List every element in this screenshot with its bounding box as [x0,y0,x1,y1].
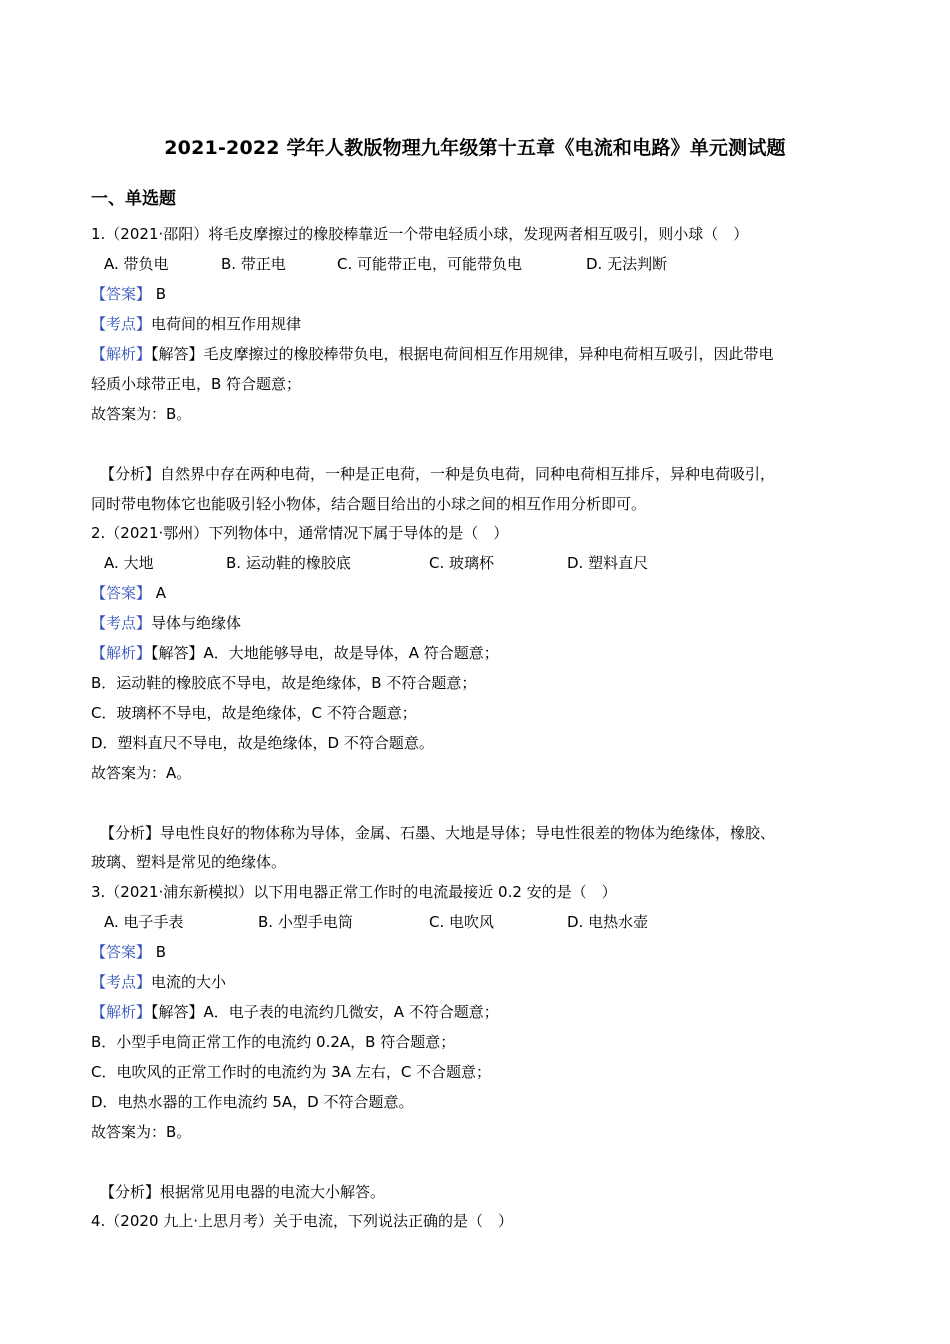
q2-jiexi [91,643,499,663]
answer-tag: 【答案】 [91,584,152,602]
kaodian-tag: 【考点】 [91,973,152,991]
q3-kaodian-text: 电流的大小 [151,973,227,991]
q1-kaodian-text: 电荷间的相互作用规律 [151,315,302,333]
q2-line-d: D．塑料直尺不导电，故是绝缘体，D 不符合题意。 [91,734,434,752]
q3-option-b: B. 小型手电筒 [258,913,353,931]
kaodian-tag: 【考点】 [91,315,152,333]
q1-jiexi-text: 【解答】毛皮摩擦过的橡胶棒带负电，根据电荷间相互作用规律，异种电荷相互吸引，因此带电 [151,345,774,363]
q2-option-d: D. 塑料直尺 [567,554,649,572]
kaodian-tag: 【考点】 [91,614,152,632]
q2-line-b: B．运动鞋的橡胶底不导电，故是绝缘体，B 不符合题意； [91,674,477,692]
q2-line-c: C．玻璃杯不导电，故是绝缘体，C 不符合题意； [91,704,417,722]
q3-option-a: A. 电子手表 [104,913,184,931]
q1-conclusion: 故答案为：B。 [91,405,192,423]
q2-answer [91,583,166,603]
q2-option-a: A. 大地 [104,554,154,572]
q3-stem: 3.（2021·浦东新模拟）以下用电器正常工作时的电流最接近 0.2 安的是（ ） [91,883,617,901]
q1-option-a: A. 带负电 [104,255,169,273]
q3-jiexi [91,1002,499,1022]
q2-jiexi-text: 【解答】A．大地能够导电，故是导体，A 符合题意； [151,644,499,662]
jiexi-tag: 【解析】 [91,345,152,363]
q3-answer-value: B [151,943,167,961]
q2-kaodian-text: 导体与绝缘体 [151,614,242,632]
q4-stem: 4.（2020 九上·上思月考）关于电流，下列说法正确的是（ ） [91,1212,514,1230]
q2-kaodian [91,613,241,633]
q3-line-c: C．电吹风的正常工作时的电流约为 3A 左右，C 不合题意； [91,1063,492,1081]
q1-answer [91,284,166,304]
q1-analysis-cont: 同时带电物体它也能吸引轻小物体，结合题目给出的小球之间的相互作用分析即可。 [91,495,647,513]
answer-tag: 【答案】 [91,943,152,961]
jiexi-tag: 【解析】 [91,644,152,662]
q1-option-c: C. 可能带正电，可能带负电 [337,255,523,273]
q2-option-b: B. 运动鞋的橡胶底 [226,554,351,572]
q3-analysis: 【分析】根据常见用电器的电流大小解答。 [100,1183,386,1201]
q3-answer [91,942,166,962]
document-title: 2021-2022 学年人教版物理九年级第十五章《电流和电路》单元测试题 [164,137,786,159]
q1-jiexi-cont: 轻质小球带正电，B 符合题意； [91,375,302,393]
q3-line-b: B．小型手电筒正常工作的电流约 0.2A，B 符合题意； [91,1033,456,1051]
q1-analysis: 【分析】自然界中存在两种电荷，一种是正电荷，一种是负电荷，同种电荷相互排斥，异种电荷吸引， [100,465,776,483]
q3-option-c: C. 电吹风 [429,913,495,931]
q3-line-d: D．电热水器的工作电流约 5A，D 不符合题意。 [91,1093,414,1111]
q3-conclusion: 故答案为：B。 [91,1123,192,1141]
section-heading: 一、单选题 [91,189,176,209]
q3-jiexi-text: 【解答】A．电子表的电流约几微安，A 不符合题意； [151,1003,499,1021]
q2-analysis-cont: 玻璃、塑料是常见的绝缘体。 [91,853,287,871]
q1-option-d: D. 无法判断 [586,255,668,273]
q2-answer-value: A [151,584,167,602]
q2-option-c: C. 玻璃杯 [429,554,495,572]
q3-kaodian [91,972,226,992]
q3-option-d: D. 电热水壶 [567,913,649,931]
q1-kaodian [91,314,301,334]
q1-answer-value: B [151,285,167,303]
jiexi-tag: 【解析】 [91,1003,152,1021]
q2-stem: 2.（2021·鄂州）下列物体中，通常情况下属于导体的是（ ） [91,524,509,542]
q1-option-b: B. 带正电 [221,255,286,273]
q1-jiexi [91,344,774,364]
q2-analysis: 【分析】导电性良好的物体称为导体，金属、石墨、大地是导体；导电性很差的物体为绝缘体，橡胶、 [100,824,776,842]
answer-tag: 【答案】 [91,285,152,303]
q2-conclusion: 故答案为：A。 [91,764,192,782]
q1-stem: 1.（2021·邵阳）将毛皮摩擦过的橡胶棒靠近一个带电轻质小球，发现两者相互吸引，则小球（ ） [91,225,749,243]
